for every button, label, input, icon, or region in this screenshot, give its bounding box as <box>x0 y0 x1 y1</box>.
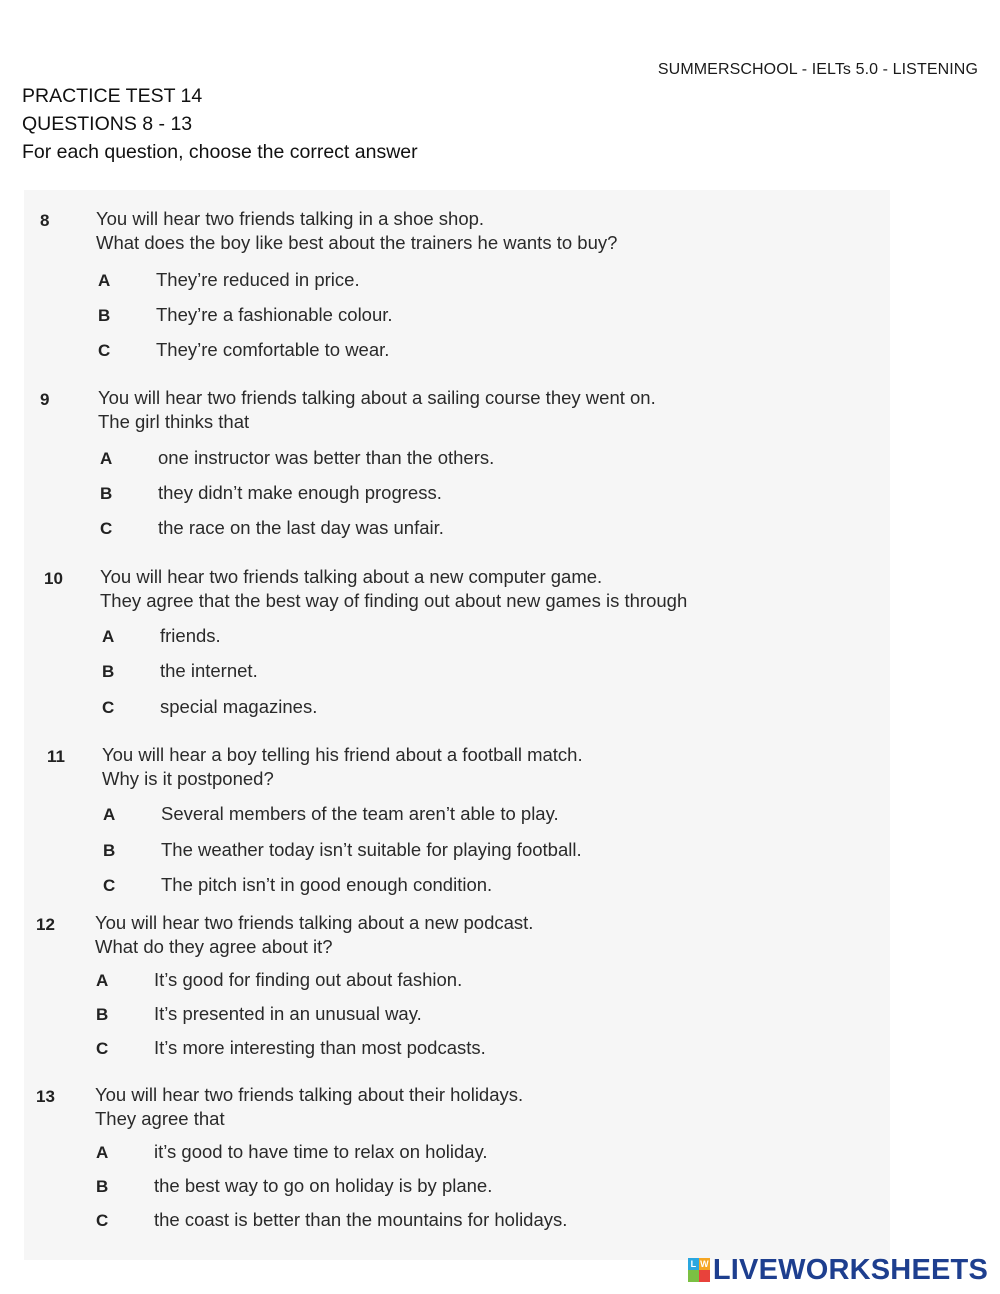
question-stem-line: What does the boy like best about the trainers he wants to buy? <box>96 232 618 253</box>
option-letter: A <box>102 627 115 646</box>
option-letter: B <box>98 306 111 325</box>
question-number: 12 <box>36 915 55 934</box>
logo-mark-icon <box>688 1258 710 1282</box>
question-stem-line: You will hear two friends talking about a new computer game. <box>100 566 603 587</box>
option-letter: C <box>103 876 116 895</box>
question-stem <box>95 911 533 959</box>
question-stem-line: You will hear two friends talking about a sailing course they went on. <box>98 387 656 408</box>
question-stem-line: You will hear two friends talking in a shoe shop. <box>96 208 485 229</box>
option-text: the best way to go on holiday is by plane. <box>154 1175 493 1196</box>
option-letter: A <box>96 1143 109 1162</box>
question-stem <box>98 386 656 434</box>
option-text: It’s good for finding out about fashion. <box>154 969 463 990</box>
question-stem-line: You will hear two friends talking about a new podcast. <box>95 912 534 933</box>
question-stem-line: They agree that the best way of finding out about new games is through <box>100 590 688 611</box>
option-letter: A <box>100 449 113 468</box>
option-text: the internet. <box>160 660 258 681</box>
question-number: 13 <box>36 1087 55 1106</box>
question-stem-line: What do they agree about it? <box>95 936 333 957</box>
option-text: The pitch isn’t in good enough condition. <box>161 874 493 895</box>
question-stem <box>96 207 617 255</box>
question-number: 10 <box>44 569 63 588</box>
logo-mark-tile <box>699 1270 710 1282</box>
option-text: the coast is better than the mountains for holidays. <box>154 1209 568 1230</box>
liveworksheets-logo <box>688 1253 988 1287</box>
question-stem-line: You will hear two friends talking about their holidays. <box>95 1084 524 1105</box>
option-letter: B <box>102 662 115 681</box>
option-letter: C <box>100 519 113 538</box>
question-stem-line: You will hear a boy telling his friend about a football match. <box>102 744 583 765</box>
option-text: it’s good to have time to relax on holiday. <box>154 1141 488 1162</box>
question-number: 9 <box>40 390 50 409</box>
option-letter: B <box>96 1177 109 1196</box>
question-stem-line: They agree that <box>95 1108 225 1129</box>
option-text: They’re reduced in price. <box>156 269 360 290</box>
option-text: It’s more interesting than most podcasts. <box>154 1037 486 1058</box>
option-text: special magazines. <box>160 696 318 717</box>
option-text: They’re comfortable to wear. <box>156 339 390 360</box>
option-letter: B <box>96 1005 109 1024</box>
question-stem-line: Why is it postponed? <box>102 768 274 789</box>
option-letter: C <box>96 1039 109 1058</box>
option-text: they didn’t make enough progress. <box>158 482 442 503</box>
logo-mark-tile <box>688 1270 699 1282</box>
option-letter: B <box>100 484 113 503</box>
logo-mark-tile: L <box>688 1258 699 1270</box>
question-stem <box>100 565 687 613</box>
option-letter: C <box>102 698 115 717</box>
option-letter: A <box>103 805 116 824</box>
option-letter: B <box>103 841 116 860</box>
option-text: one instructor was better than the others. <box>158 447 495 468</box>
logo-mark-tile: W <box>700 1259 709 1269</box>
option-text: They’re a fashionable colour. <box>156 304 393 325</box>
option-letter: A <box>96 971 109 990</box>
question-number: 11 <box>47 747 65 766</box>
option-text: the race on the last day was unfair. <box>158 517 444 538</box>
option-text: friends. <box>160 625 221 646</box>
option-text: The weather today isn’t suitable for playing football. <box>161 839 582 860</box>
test-title: PRACTICE TEST 14 <box>22 85 203 107</box>
option-letter: C <box>98 341 111 360</box>
option-text: It’s presented in an unusual way. <box>154 1003 422 1024</box>
course-label: SUMMERSCHOOL - IELTs 5.0 - LISTENING <box>657 61 978 78</box>
question-stem <box>95 1083 523 1131</box>
instruction-text: For each question, choose the correct answer <box>22 141 418 163</box>
question-stem <box>102 743 583 791</box>
logo-text: LIVEWORKSHEETS <box>712 1253 988 1286</box>
option-letter: C <box>96 1211 109 1230</box>
question-range: QUESTIONS 8 - 13 <box>22 113 193 135</box>
question-stem-line: The girl thinks that <box>98 411 250 432</box>
question-number: 8 <box>40 211 50 230</box>
option-text: Several members of the team aren’t able to play. <box>161 803 559 824</box>
option-letter: A <box>98 271 111 290</box>
